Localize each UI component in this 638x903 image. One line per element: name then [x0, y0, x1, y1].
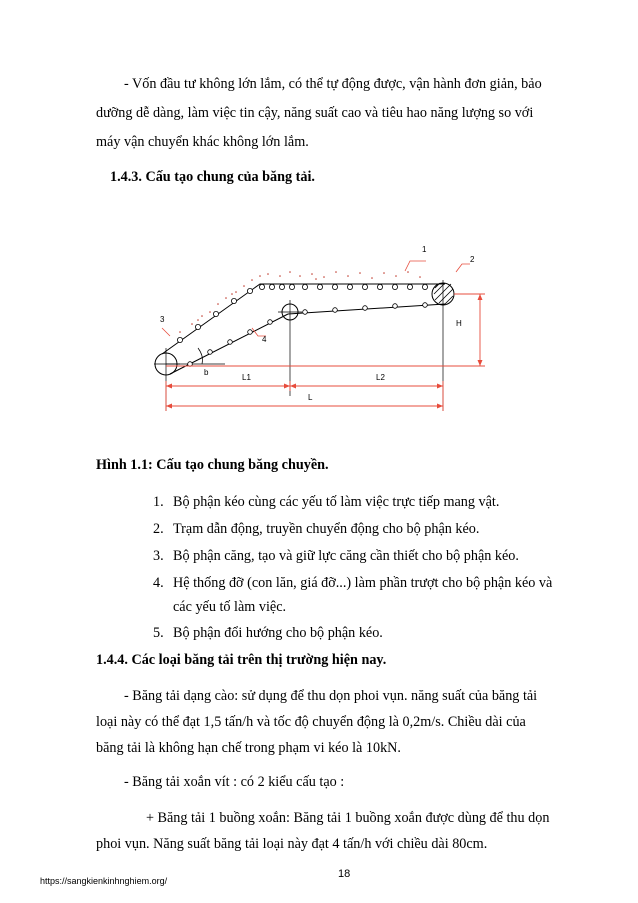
label-l1: L1: [242, 373, 251, 382]
figure-caption: Hình 1.1: Cấu tạo chung băng chuyền.: [96, 457, 329, 473]
label-3: 3: [160, 315, 165, 324]
body-p3-line2: phoi vụn. Năng suất băng tải loại này đạt 4 tấn/h với chiều dài 80cm.: [96, 836, 488, 852]
label-l: L: [308, 393, 313, 402]
page-number: 18: [338, 868, 351, 880]
body-p2: - Băng tải xoắn vít : có 2 kiểu cấu tạo :: [124, 774, 345, 790]
body-p1-line1: - Băng tải dạng cào: sử dụng để thu dọn phoi vụn. năng suất của băng tải: [124, 688, 538, 704]
body-p3-line1: + Băng tải 1 buồng xoắn: Băng tải 1 buồng xoắn được dùng để thu dọn: [146, 810, 550, 826]
label-2: 2: [470, 255, 475, 264]
label-l2: L2: [376, 373, 385, 382]
list-item: 2. Trạm dẫn động, truyền chuyển động cho bộ phận kéo.: [153, 521, 480, 537]
list-item: 5. Bộ phận đổi hướng cho bộ phận kéo.: [153, 625, 383, 641]
body-p1-line3: băng tải là không hạn chế trong phạm vi kéo là 10kN.: [96, 740, 401, 756]
section-heading-144: 1.4.4. Các loại băng tải trên thị trường hiện nay.: [96, 652, 387, 668]
intro-line-3: máy vận chuyển khác không lớn lắm.: [96, 134, 309, 150]
list-item: 3. Bộ phận căng, tạo và giữ lực căng cần thiết cho bộ phận kéo.: [153, 548, 519, 564]
intro-line-1: - Vốn đầu tư không lớn lắm, có thể tự động được, vận hành đơn giản, bảo: [124, 76, 542, 92]
body-p1-line2: loại này có thể đạt 1,5 tấn/h và tốc độ chuyển động là 0,2m/s. Chiều dài của: [96, 714, 526, 730]
footer-url[interactable]: https://sangkienkinhnghiem.org/: [40, 876, 168, 886]
conveyor-diagram: [140, 236, 490, 416]
label-1: 1: [422, 245, 427, 254]
intro-line-2: dưỡng dễ dàng, làm việc tin cậy, năng suất cao và tiêu hao năng lượng so với: [96, 105, 534, 121]
list-item: các yếu tố làm việc.: [173, 599, 287, 615]
label-h: H: [456, 319, 462, 328]
list-item: 1. Bộ phận kéo cùng các yếu tố làm việc trực tiếp mang vật.: [153, 494, 500, 510]
section-heading-143: 1.4.3. Cấu tạo chung của băng tải.: [110, 169, 315, 185]
list-item: 4. Hệ thống đỡ (con lăn, giá đỡ...) làm phần trượt cho bộ phận kéo và: [153, 575, 553, 591]
belt-top: [162, 284, 445, 354]
label-b: b: [204, 368, 209, 377]
label-4: 4: [262, 335, 267, 344]
